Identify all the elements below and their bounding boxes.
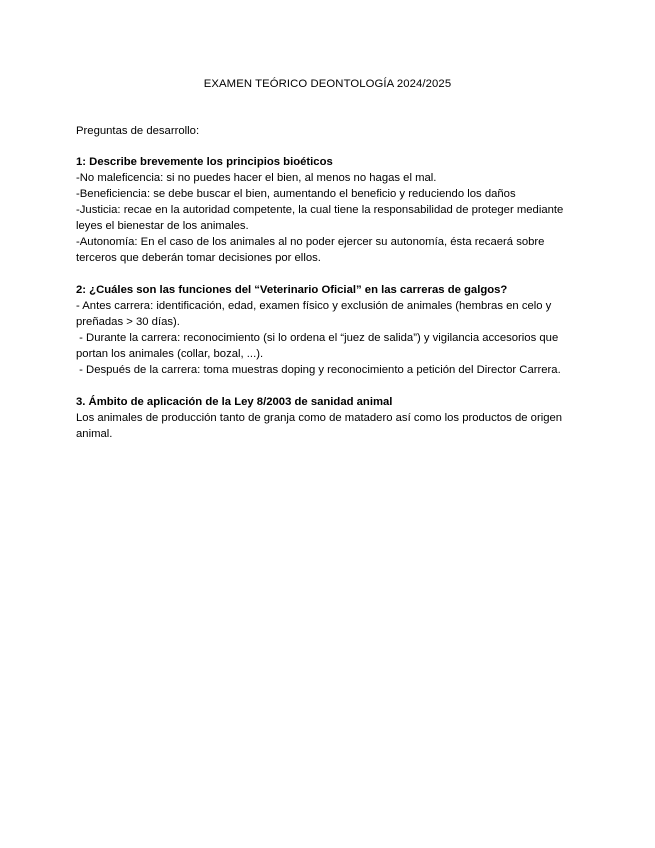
answer-line: -Beneficiencia: se debe buscar el bien, aumentando el beneficio y reduciendo los daños — [76, 188, 516, 200]
question-heading: 2: ¿Cuáles son las funciones del “Veterinario Oficial” en las carreras de galgos? — [76, 284, 508, 296]
answer-line: - Después de la carrera: toma muestras doping y reconocimiento a petición del Director Carrera. — [76, 364, 561, 376]
question-heading: 1: Describe brevemente los principios bioéticos — [76, 156, 333, 168]
question-heading: 3. Ámbito de aplicación de la Ley 8/2003 de sanidad animal — [76, 396, 393, 408]
question-2 — [76, 282, 586, 378]
question-3 — [76, 394, 586, 442]
answer-line: -Autonomía: En el caso de los animales al no poder ejercer su autonomía, ésta recaerá sobre terceros que deberán tomar decisiones por ellos. — [76, 236, 545, 264]
document-title: EXAMEN TEÓRICO DEONTOLOGÍA 2024/2025 — [203, 78, 452, 90]
answer-line: Los animales de producción tanto de granja como de matadero así como los productos de origen animal. — [76, 412, 563, 440]
answer-line: -Justicia: recae en la autoridad competente, la cual tiene la responsabilidad de proteger mediante leyes el bienestar de los animales. — [76, 204, 564, 232]
question-1 — [76, 154, 586, 266]
answer-line: - Durante la carrera: reconocimiento (si lo ordena el “juez de salida”) y vigilancia accesorios que portan los animales (collar, bozal, ...). — [76, 332, 562, 360]
intro-text: Preguntas de desarrollo: — [76, 125, 200, 137]
answer-line: - Antes carrera: identificación, edad, examen físico y exclusión de animales (hembras en celo y preñadas > 30 días). — [76, 300, 552, 328]
answer-line: -No maleficencia: si no puedes hacer el bien, al menos no hagas el mal. — [76, 172, 437, 184]
document-body — [76, 123, 586, 458]
